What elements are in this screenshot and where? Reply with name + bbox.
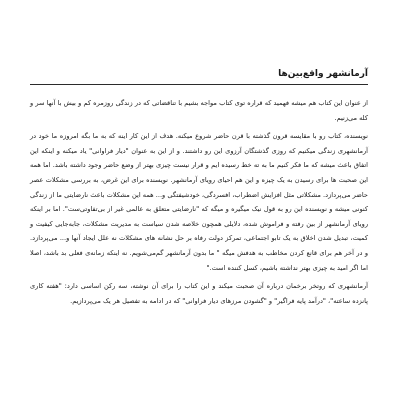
title-block <box>30 68 368 85</box>
paragraph-pillars: آرمانشهری که روتخر برخمان درباره آن صحبت میکند و این کتاب را برای آن نوشته، سه رکن اساسی دارد: "هفته کاری پانزده ساعته"، "درآمد پایه فراگیر" و "گشودن مرزهای دیار فراوانی" که در ادامه به تفصیل هر یک می‌پردازیم. <box>30 282 368 305</box>
document-title: آرمانشهر واقع‌بین‌ها <box>278 69 368 79</box>
paragraph-intro: از عنوان این کتاب هم میشه فهمید که قراره توی کتاب مواجه بشیم با تناقضاتی که در زندگی روزمره کم و بیش با آنها سر و کله می‌زنیم. <box>30 99 368 122</box>
document-body <box>30 96 368 312</box>
paragraph-main: نویسنده، کتاب رو با مقایسه قرون گذشته با قرن حاضر شروع میکنه. هدف از این کار اینه که به ما بگه امروزه ما خود در آرمانشهری زندگی میکنیم که روزی گذشتگان آرزوی این رو داشتند. و از این به عنوان "دیار فراوانی" یاد میکنه و اینکه این اتفاق باعث میشه که ما فکر کنیم ما به ته خط رسیده ایم و قرار نیست چیزی بهتر از وضع حاضر وجود داشته باشد. اما همه این صحبت ها برای رسیدن به یک چیزه و این هم احیای رویای آرمانشهر. نویسنده برای این غرض، به بررسی مشکلات عصر حاضر می‌پردازد. مشکلاتی مثل افزایش اضطراب، افسردگی، خودشیفتگی و... همه این مشکلات باعث نارضایتی ما از زندگی کنونی میشه و نویسنده این رو به قول نیک میگیره و میگه که "نارضایتی متعلق به عالمی غیر از بی‌تفاوتی‌ست". اما بر اینکه رویای آرمانشهر از بین رفته و فراموش شده، دلایلی همچون خلاصه شدن سیاست به مدیریت مشکلات، جابه‌جایی کیفیت و کمیت، تبدیل شدن اخلاق به یک تابو اجتماعی، تمرکز دولت رفاه بر حل نشانه های مشکلات نه علل ایجاد آنها و... می‌پردازد. و در آخر هم برای قانع کردن مخاطب به هدفش میگه " ما بدون آرمانشهر گم‌می‌شویم. نه اینکه زمانه‌ی فعلی بد باشد، اصلا اما اگر امید به چیزی بهتر نداشته باشیم، کسل کننده است." <box>30 132 368 272</box>
